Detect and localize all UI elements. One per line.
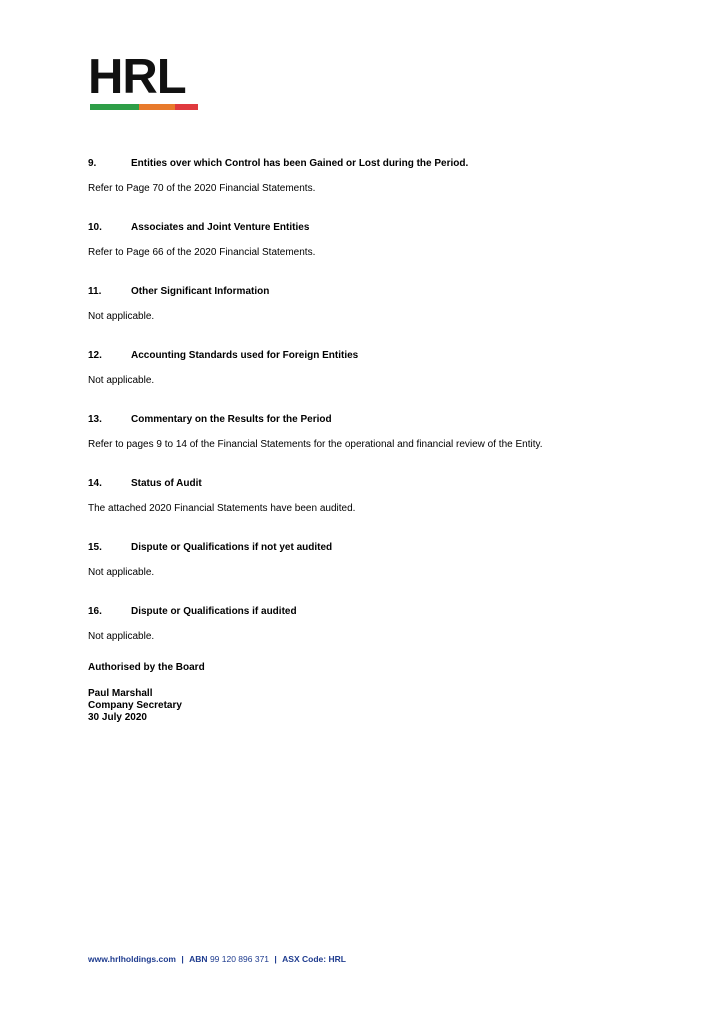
section-13 (88, 414, 648, 451)
footer-abn-label: ABN (189, 954, 208, 964)
logo-bar-orange (139, 104, 175, 110)
footer-separator: | (274, 954, 277, 964)
section-body: Refer to Page 66 of the 2020 Financial Statements. (88, 247, 316, 258)
section-number: 14. (88, 478, 102, 489)
section-heading (88, 350, 648, 362)
section-body: Not applicable. (88, 567, 155, 578)
section-heading (88, 286, 648, 298)
section-title: Accounting Standards used for Foreign Entities (131, 350, 359, 361)
logo-bar-green (90, 104, 139, 110)
section-title: Other Significant Information (131, 286, 270, 297)
section-heading (88, 478, 648, 490)
section-number: 11. (88, 286, 102, 297)
section-heading (88, 542, 648, 554)
section-heading (88, 606, 648, 618)
logo-bar-red (175, 104, 198, 110)
section-number: 16. (88, 606, 102, 617)
section-12 (88, 350, 648, 387)
section-10 (88, 222, 648, 259)
section-body: Refer to Page 70 of the 2020 Financial Statements. (88, 183, 316, 194)
footer-website-link[interactable]: www.hrlholdings.com (88, 954, 176, 964)
section-number: 13. (88, 414, 102, 425)
section-number: 10. (88, 222, 102, 233)
section-body: The attached 2020 Financial Statements have been audited. (88, 503, 356, 514)
section-heading (88, 414, 648, 426)
section-body: Refer to pages 9 to 14 of the Financial Statements for the operational and financial review of the Entity. (88, 439, 543, 450)
section-11 (88, 286, 648, 323)
page-footer (88, 954, 346, 964)
authorisation-block (88, 662, 205, 724)
section-title: Dispute or Qualifications if audited (131, 606, 297, 617)
footer-abn-value: 99 120 896 371 (209, 954, 270, 964)
section-title: Entities over which Control has been Gained or Lost during the Period. (131, 158, 469, 169)
section-title: Associates and Joint Venture Entities (131, 222, 310, 233)
section-number: 12. (88, 350, 102, 361)
section-body: Not applicable. (88, 631, 155, 642)
authorisation-heading: Authorised by the Board (88, 662, 205, 673)
section-14 (88, 478, 648, 515)
section-15 (88, 542, 648, 579)
section-9 (88, 158, 648, 195)
footer-separator: | (181, 954, 184, 964)
section-title: Commentary on the Results for the Period (131, 414, 332, 425)
section-title: Status of Audit (131, 478, 202, 489)
section-number: 9. (88, 158, 97, 169)
section-number: 15. (88, 542, 102, 553)
signatory-role: Company Secretary (88, 700, 182, 711)
document-body (88, 158, 648, 670)
signatory (88, 688, 205, 724)
section-body: Not applicable. (88, 375, 155, 386)
section-16 (88, 606, 648, 643)
logo-text: HRL (88, 50, 186, 104)
section-title: Dispute or Qualifications if not yet audited (131, 542, 333, 553)
company-logo (88, 50, 200, 113)
signatory-name: Paul Marshall (88, 688, 153, 699)
signature-date: 30 July 2020 (88, 712, 147, 723)
section-heading (88, 158, 648, 170)
footer-asx-code: ASX Code: HRL (282, 954, 346, 964)
section-heading (88, 222, 648, 234)
section-body: Not applicable. (88, 311, 155, 322)
